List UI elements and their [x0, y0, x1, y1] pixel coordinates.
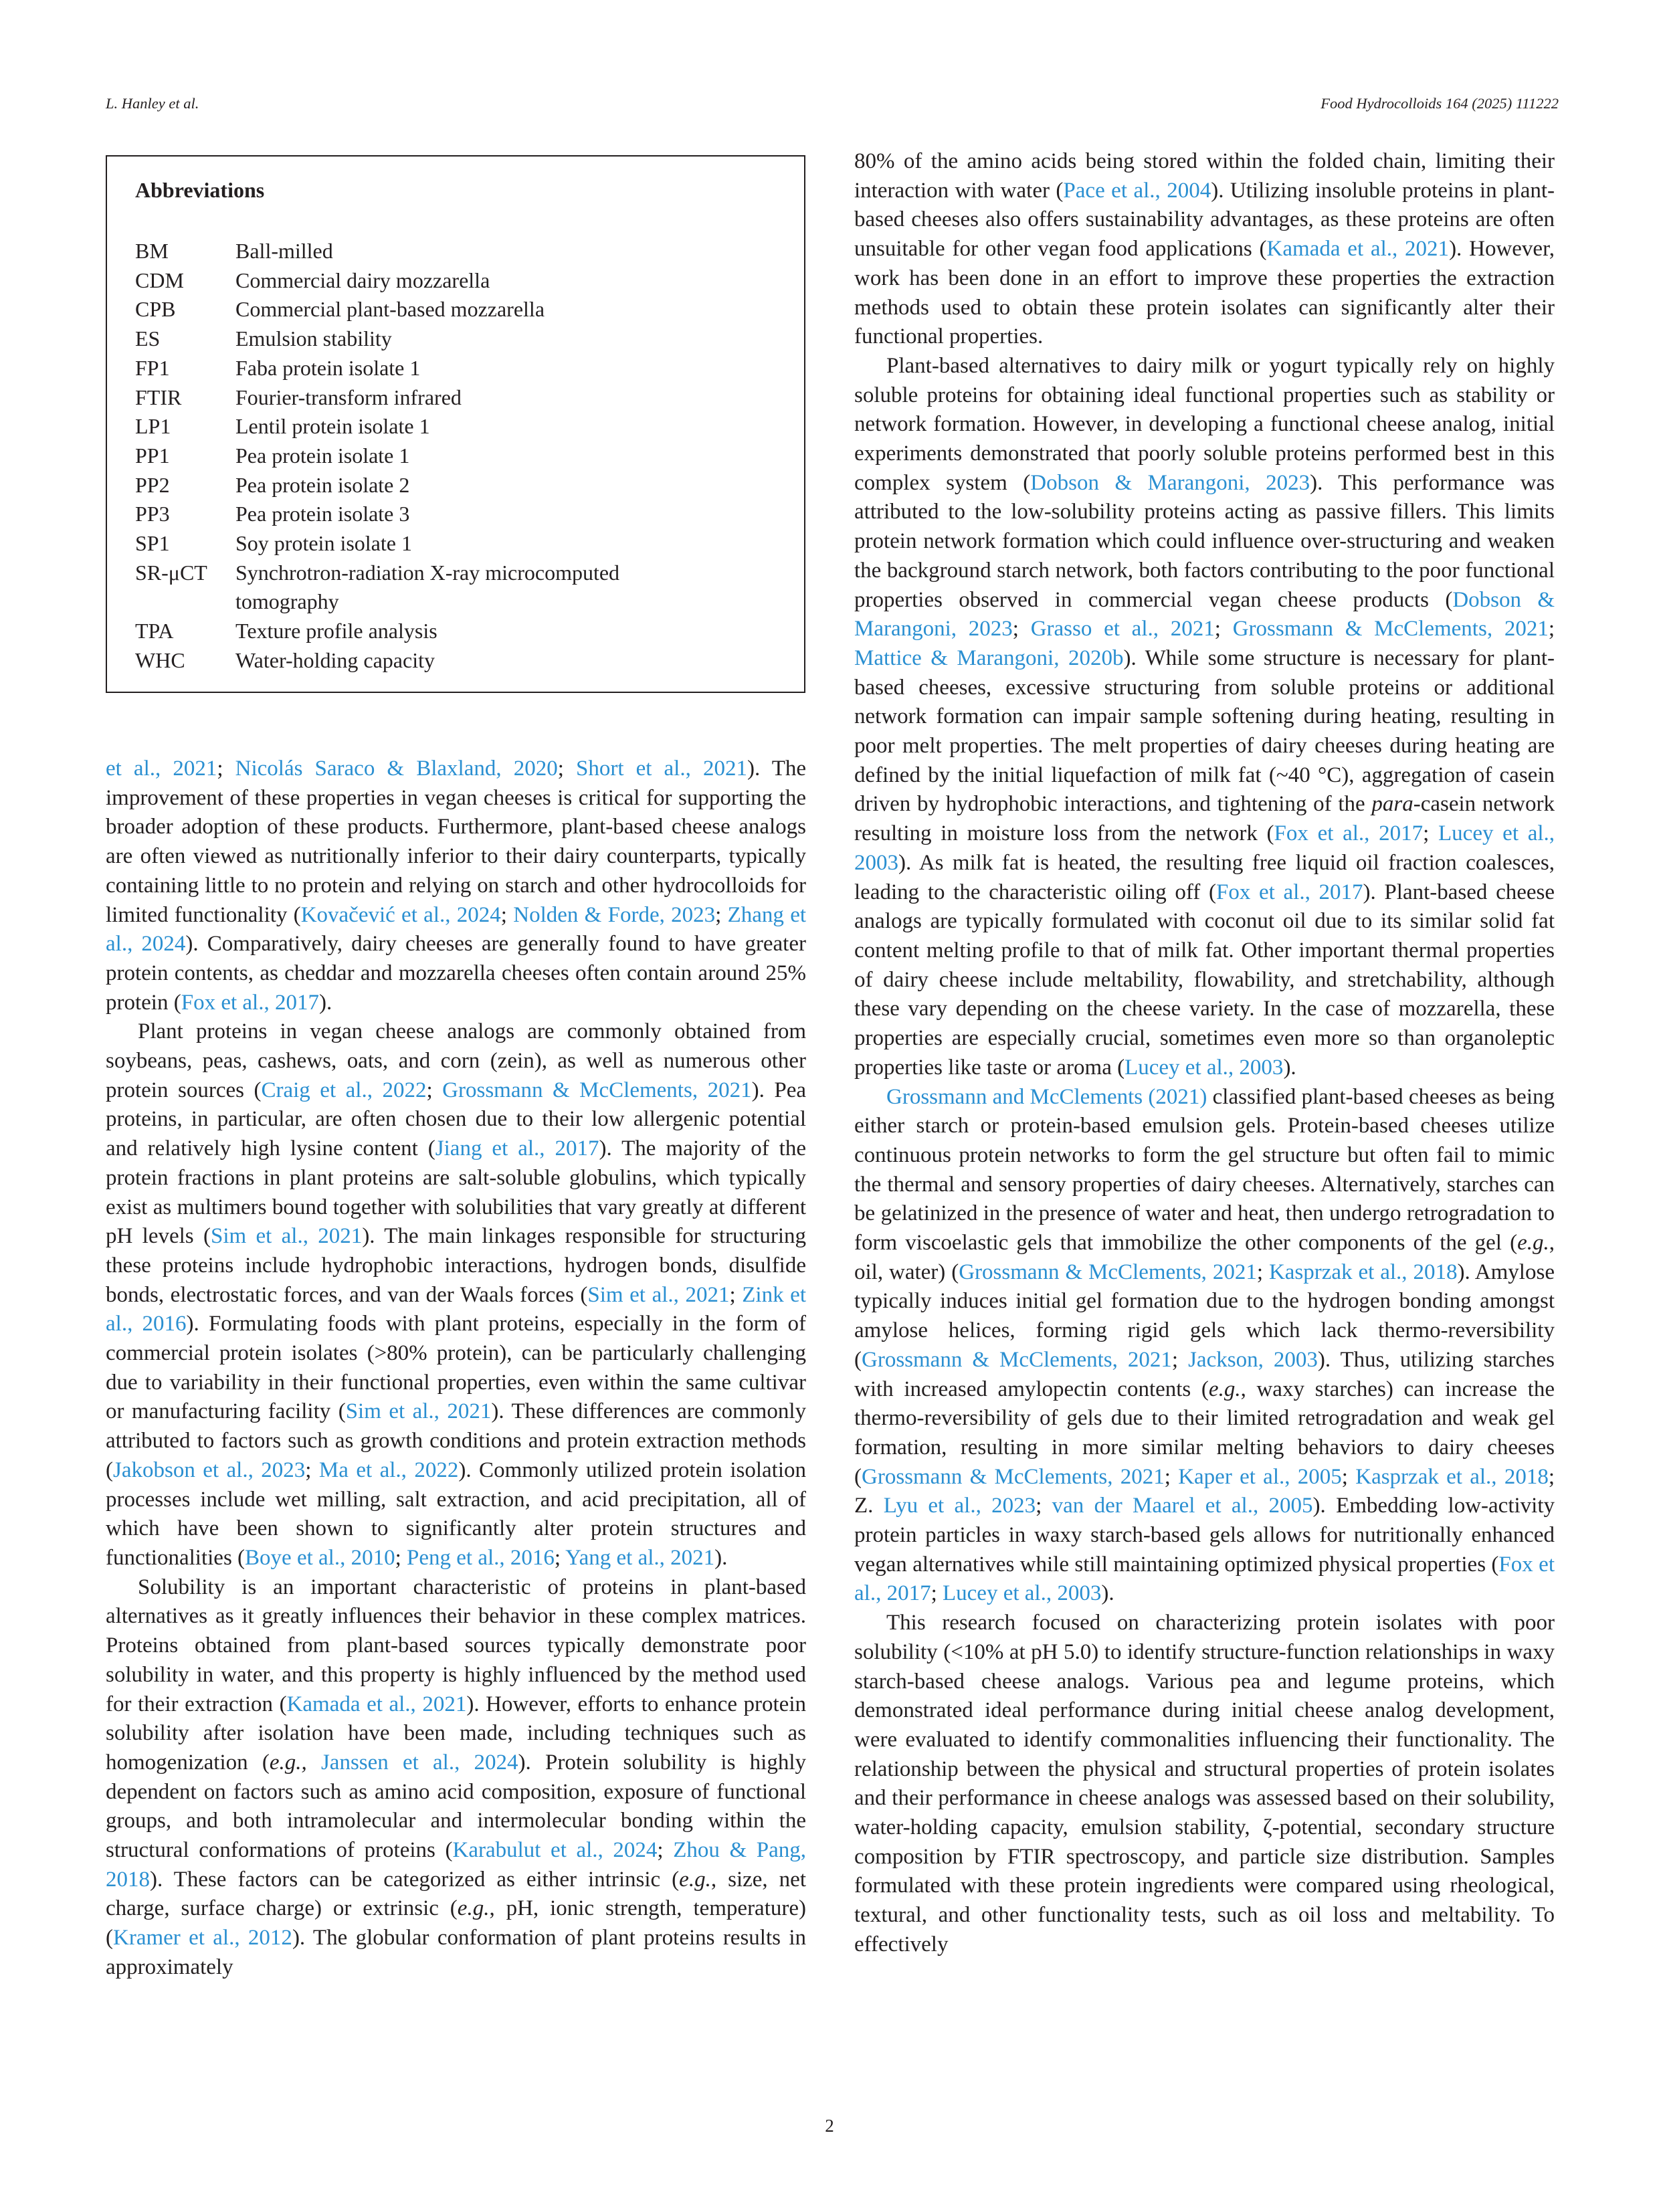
citation-link[interactable]: Kamada et al., 2021	[286, 1692, 467, 1716]
body-text: ;	[1036, 1494, 1052, 1518]
abbreviation-definition: Lentil protein isolate 1	[235, 414, 430, 439]
citation-link[interactable]: Kamada et al., 2021	[1266, 237, 1450, 262]
abbreviation-definition: Texture profile analysis	[235, 619, 437, 643]
body-text: ).	[1101, 1581, 1114, 1606]
citation-link[interactable]: Grossmann & McClements, 2021	[1232, 617, 1549, 641]
italic-text: e.g.	[457, 1896, 490, 1921]
citation-link[interactable]: Lucey et al., 2003	[943, 1581, 1102, 1606]
abbreviation-row	[135, 266, 777, 296]
abbreviation-term: CPB	[135, 297, 176, 322]
abbreviations-title: Abbreviations	[135, 178, 265, 202]
body-text: ). Comparatively, dairy cheeses are generally found to have greater protein contents, as cheddar and mozzarella cheeses often contain around 25% protein (	[106, 932, 806, 1015]
body-text: Plant proteins in vegan cheese analogs are commonly obtained from soybeans, peas, cashews, oats, and corn (zein), as well as numerous other protein sources (	[106, 1019, 806, 1102]
citation-link[interactable]: Jakobson et al., 2023	[113, 1457, 306, 1482]
abbreviation-term: SP1	[135, 531, 170, 556]
body-text: ). Pea proteins, in particular, are often chosen due to their low allergenic potential and relatively high lysine content (	[106, 1078, 806, 1161]
body-text: ;	[426, 1078, 443, 1102]
italic-text: e.g.,	[269, 1750, 307, 1775]
italic-text: e.g.	[1208, 1377, 1241, 1401]
abbreviation-row	[135, 471, 777, 500]
body-text: -casein network resulting in moisture loss from the network (	[854, 792, 1555, 846]
abbreviation-term: CDM	[135, 268, 184, 292]
body-text: ;	[305, 1457, 319, 1482]
body-text: ). These differences are commonly attributed to factors such as growth conditions and protein extraction methods (	[106, 1399, 806, 1482]
body-paragraph	[854, 1083, 1555, 1609]
body-paragraph	[854, 1609, 1555, 1959]
body-text: ). Thus, utilizing starches with increased amylopectin contents (	[854, 1347, 1555, 1401]
abbreviation-term: PP1	[135, 443, 170, 468]
body-paragraph	[106, 1573, 806, 1983]
citation-link[interactable]: Kramer et al., 2012	[113, 1926, 292, 1950]
citation-link[interactable]: Grossmann & McClements, 2021	[862, 1464, 1165, 1489]
abbreviation-term: LP1	[135, 414, 171, 439]
body-text: , size, net charge, surface charge) or extrinsic (	[106, 1867, 806, 1921]
body-text: Plant-based alternatives to dairy milk or yogurt typically rely on highly soluble proteins for obtaining ideal functional properties such as stability or network formation. However, in developing a functional cheese analog, initial experiments demonstrated that poorly soluble proteins performed best in this complex system (	[854, 353, 1555, 495]
abbreviation-term: PP3	[135, 502, 170, 526]
citation-link[interactable]: Grossmann & McClements, 2021	[862, 1347, 1172, 1372]
abbreviation-row	[135, 529, 777, 559]
body-text: ). Amylose typically induces initial gel formation due to the hydrogen bonding amongst amylose helices, forming rigid gels which lack thermo-reversibility (	[854, 1260, 1555, 1372]
abbreviation-definition: Fourier-transform infrared	[235, 385, 462, 409]
body-text: ; Z.	[854, 1464, 1555, 1518]
citation-link[interactable]: Sim et al., 2021	[345, 1399, 492, 1424]
abbreviation-definition: Commercial dairy mozzarella	[235, 268, 490, 292]
citation-link[interactable]: Grossmann and McClements (2021)	[886, 1084, 1207, 1109]
citation-link[interactable]: Kaper et al., 2005	[1178, 1464, 1342, 1489]
citation-link[interactable]: Grasso et al., 2021	[1030, 617, 1215, 641]
body-text: ;	[1214, 617, 1233, 641]
citation-link[interactable]: Dobson & Marangoni, 2023	[1030, 470, 1310, 495]
body-text: ;	[500, 902, 514, 927]
citation-link[interactable]: Nolden & Forde, 2023	[513, 902, 716, 927]
abbreviation-row	[135, 559, 777, 617]
citation-link[interactable]: Karabulut et al., 2024	[452, 1838, 658, 1863]
citation-link[interactable]: Jackson, 2003	[1188, 1347, 1318, 1372]
body-text: ). Formulating foods with plant proteins, especially in the form of commercial protein isolates (>80% protein), can be particularly challenging due to variability in their functional properties, even within the same cultivar or manufacturing facility (	[106, 1312, 806, 1424]
citation-link[interactable]: Zhou & Pang, 2018	[106, 1838, 806, 1892]
citation-link[interactable]: Fox et al., 2017	[1274, 821, 1424, 846]
body-text	[307, 1750, 321, 1775]
citation-link[interactable]: Sim et al., 2021	[587, 1282, 730, 1307]
body-text: ;	[1256, 1260, 1269, 1284]
abbreviation-term: SR-μCT	[135, 560, 207, 585]
body-text: ;	[554, 1545, 566, 1570]
body-text: ). Plant-based cheese analogs are typically formulated with coconut oil due to its similar solid fat content melting profile to that of milk fat. Other important thermal properties of dairy cheese include meltability, flowability, and stretchability, although these vary depending on the cheese variety. In the case of mozzarella, these properties are especially crucial, sometimes even more so than organoleptic properties like taste or aroma (	[854, 880, 1555, 1080]
citation-link[interactable]: Zink et al., 2016	[106, 1282, 806, 1336]
citation-link[interactable]: Lyu et al., 2023	[883, 1494, 1036, 1518]
citation-link[interactable]: Fox et al., 2017	[1215, 880, 1363, 904]
citation-link[interactable]: et al., 2021	[106, 757, 217, 781]
body-text: ;	[557, 757, 576, 781]
abbreviation-row	[135, 295, 777, 324]
abbreviation-row	[135, 324, 777, 354]
italic-text: e.g.	[1517, 1231, 1549, 1255]
left-column	[106, 755, 806, 1983]
citation-link[interactable]: Yang et al., 2021	[565, 1545, 715, 1570]
abbreviation-term: BM	[135, 239, 169, 263]
body-text: ). This performance was attributed to the low-solubility proteins acting as passive fillers. This limits protein network formation which could influence over-structuring and weaken the background starch network, both factors contributing to the poor functional properties observed in commercial vegan cheese products (	[854, 470, 1555, 612]
body-text: classified plant-based cheeses as being either starch or protein-based emulsion gels. Protein-based cheeses utilize continuous protein networks to form the gel structure but often fail to mimic the thermal and sensory properties of dairy cheeses. Alternatively, starches can be gelatinized in the presence of water and heat, then undergo retrogradation to form viscoelastic gels that immobilize the other components of the gel (	[854, 1084, 1555, 1255]
citation-link[interactable]: Craig et al., 2022	[261, 1078, 427, 1102]
citation-link[interactable]: Pace et al., 2004	[1063, 178, 1211, 203]
citation-link[interactable]: Nicolás Saraco & Blaxland, 2020	[235, 757, 558, 781]
body-text: ).	[318, 990, 332, 1015]
abbreviation-term: FTIR	[135, 385, 182, 409]
abbreviation-definition: Emulsion stability	[235, 326, 392, 351]
citation-link[interactable]: Peng et al., 2016	[407, 1545, 555, 1570]
abbreviation-row	[135, 646, 777, 676]
body-text: ).	[714, 1545, 728, 1570]
citation-link[interactable]: van der Maarel et al., 2005	[1052, 1494, 1313, 1518]
abbreviation-term: WHC	[135, 647, 185, 672]
abbreviation-definition: Pea protein isolate 2	[235, 472, 410, 497]
body-text: ;	[1012, 617, 1031, 641]
body-text: ;	[715, 902, 728, 927]
body-text: ;	[1171, 1347, 1189, 1372]
abbreviation-row	[135, 441, 777, 471]
abbreviation-row	[135, 500, 777, 529]
citation-link[interactable]: Grossmann & McClements, 2021	[442, 1078, 752, 1102]
abbreviation-term: ES	[135, 326, 161, 351]
abbreviations-box	[106, 155, 805, 693]
citation-link[interactable]: Boye et al., 2010	[245, 1545, 395, 1570]
abbreviation-definition: Ball-milled	[235, 239, 333, 263]
abbreviation-definition: Synchrotron-radiation X-ray microcomputed tomography	[235, 560, 620, 614]
body-text: ;	[217, 757, 235, 781]
abbreviation-row	[135, 412, 777, 441]
body-text: ). Protein solubility is highly dependent on factors such as amino acid composition, exposure of functional groups, and both intramolecular and intermolecular bonding within the structural conformations of proteins (	[106, 1750, 806, 1863]
body-text: ). However, work has been done in an effort to improve these properties the extraction methods used to obtain these protein isolates can significantly alter their functional properties.	[854, 237, 1555, 349]
page-number: 2	[825, 2116, 834, 2136]
citation-link[interactable]: Mattice & Marangoni, 2020b	[854, 645, 1124, 670]
body-paragraph	[854, 352, 1555, 1083]
body-text: ). The improvement of these properties in vegan cheeses is critical for supporting the broader adoption of these products. Furthermore, plant-based cheese analogs are often viewed as nutritionally inferior to their dairy counterparts, typically containing little to no protein and relying on starch and other hydrocolloids for limited functionality (	[106, 757, 807, 927]
body-text: ;	[1164, 1464, 1179, 1489]
body-text: ). Utilizing insoluble proteins in plant-based cheeses also offers sustainability advantages, as these proteins are often unsuitable for other vegan food applications (	[854, 178, 1555, 262]
body-text: ;	[1548, 617, 1555, 641]
abbreviation-row	[135, 354, 777, 383]
abbreviation-definition: Pea protein isolate 1	[235, 443, 410, 468]
body-text: ). Commonly utilized protein isolation processes include wet milling, salt extraction, and acid precipitation, all of which have been shown to significantly alter protein structures and functionalities (	[106, 1457, 807, 1570]
body-text: ;	[729, 1282, 743, 1307]
citation-link[interactable]: Zhang et al., 2024	[106, 902, 807, 957]
body-paragraph	[106, 755, 806, 1017]
body-text: ). While some structure is necessary for plant-based cheeses, excessive structuring from soluble proteins or additional network formation can impair sample softening during heating, resulting in poor melt properties. The melt properties of dairy cheeses during heating are defined by the initial liquefaction of milk fat (~40 °C), aggregation of casein driven by hydrophobic interactions, and tightening of the	[854, 645, 1555, 817]
italic-text: para	[1371, 792, 1413, 817]
right-column	[854, 147, 1555, 1960]
body-text: , oil, water) (	[854, 1231, 1555, 1284]
body-text: This research focused on characterizing protein isolates with poor solubility (<10% at pH 5.0) to identify structure-function relationships in waxy starch-based cheese analogs. Various pea and legume proteins, which demonstrated ideal performance during initial cheese analog development, were evaluated to identify commonalities influencing their functionality. The relationship between the physical and structural properties of protein isolates and their performance in cheese analogs was assessed based on their solubility, water-holding capacity, emulsion stability, ζ-potential, secondary structure composition by FTIR spectroscopy, and particle size distribution. Samples formulated with these protein ingredients were compared using rheological, textural, and other functionality tests, such as oil loss and meltability. To effectively	[854, 1611, 1555, 1956]
running-header-authors: L. Hanley et al.	[106, 95, 199, 112]
citation-link[interactable]: Sim et al., 2021	[210, 1224, 363, 1249]
citation-link[interactable]: Fox et al., 2017	[181, 990, 319, 1015]
abbreviation-row	[135, 617, 777, 646]
body-text: ). The globular conformation of plant proteins results in approximately	[106, 1926, 806, 1979]
abbreviation-definition: Pea protein isolate 3	[235, 502, 410, 526]
abbreviation-term: FP1	[135, 355, 170, 380]
body-text: ). However, efforts to enhance protein solubility after isolation have been made, including techniques such as homogenization (	[106, 1692, 806, 1775]
body-text: ;	[657, 1838, 674, 1863]
abbreviation-term: TPA	[135, 619, 174, 643]
citation-link[interactable]: Kovačević et al., 2024	[300, 902, 501, 927]
citation-link[interactable]: Short et al., 2021	[575, 757, 747, 781]
citation-link[interactable]: Grossmann & McClements, 2021	[959, 1260, 1257, 1284]
citation-link[interactable]: Lucey et al., 2003	[1125, 1055, 1284, 1080]
body-text: ;	[1423, 821, 1439, 846]
abbreviation-term: PP2	[135, 472, 170, 497]
abbreviations-list	[135, 237, 777, 676]
citation-link[interactable]: Kasprzak et al., 2018	[1355, 1464, 1549, 1489]
body-text: ). The majority of the protein fractions in plant proteins are salt-soluble globulins, which typically exist as multimers bound together with solubilities that vary greatly at different pH levels (	[106, 1136, 806, 1249]
body-paragraph	[854, 147, 1555, 352]
citation-link[interactable]: Jiang et al., 2017	[435, 1136, 599, 1161]
body-text: , waxy starches) can increase the thermo-reversibility of gels due to their limited retrogradation and weak gel formation, resulting in more similar melting behaviors to dairy cheeses (	[854, 1377, 1555, 1489]
citation-link[interactable]: Dobson & Marangoni, 2023	[854, 587, 1555, 641]
body-text: 80% of the amino acids being stored within the folded chain, limiting their interaction with water (	[854, 149, 1555, 203]
italic-text: e.g.	[679, 1867, 711, 1892]
citation-link[interactable]: Lucey et al., 2003	[854, 821, 1555, 875]
citation-link[interactable]: Janssen et al., 2024	[320, 1750, 518, 1775]
abbreviation-definition: Soy protein isolate 1	[235, 531, 412, 556]
citation-link[interactable]: Ma et al., 2022	[318, 1457, 459, 1482]
body-text: ).	[1283, 1055, 1296, 1080]
body-text: , pH, ionic strength, temperature) (	[106, 1896, 806, 1950]
body-text: ;	[931, 1581, 943, 1606]
abbreviation-definition: Water-holding capacity	[235, 647, 435, 672]
body-text: ). As milk fat is heated, the resulting free liquid oil fraction coalesces, leading to the characteristic oiling off (	[854, 850, 1555, 904]
body-text: ;	[1341, 1464, 1356, 1489]
body-text: ;	[395, 1545, 407, 1570]
abbreviation-definition: Commercial plant-based mozzarella	[235, 297, 545, 322]
running-header-journal: Food Hydrocolloids 164 (2025) 111222	[1321, 95, 1559, 112]
abbreviation-row	[135, 237, 777, 266]
body-text: Solubility is an important characteristic of proteins in plant-based alternatives as it greatly influences their behavior in these complex matrices. Proteins obtained from plant-based sources typically demonstrate poor solubility in water, and this property is highly influenced by the method used for their extraction (	[106, 1575, 806, 1716]
body-text: ). These factors can be categorized as either intrinsic (	[150, 1867, 680, 1892]
body-text: ). Embedding low-activity protein particles in waxy starch-based gels allows for nutritionally enhanced vegan alternatives while still maintaining optimized physical properties (	[854, 1494, 1555, 1577]
abbreviation-row	[135, 383, 777, 413]
body-text: ). The main linkages responsible for structuring these proteins include hydrophobic interactions, hydrogen bonds, disulfide bonds, electrostatic forces, and van der Waals forces (	[106, 1224, 806, 1307]
abbreviation-definition: Faba protein isolate 1	[235, 355, 421, 380]
citation-link[interactable]: Kasprzak et al., 2018	[1268, 1260, 1458, 1284]
body-paragraph	[106, 1017, 806, 1573]
citation-link[interactable]: Fox et al., 2017	[854, 1552, 1555, 1606]
